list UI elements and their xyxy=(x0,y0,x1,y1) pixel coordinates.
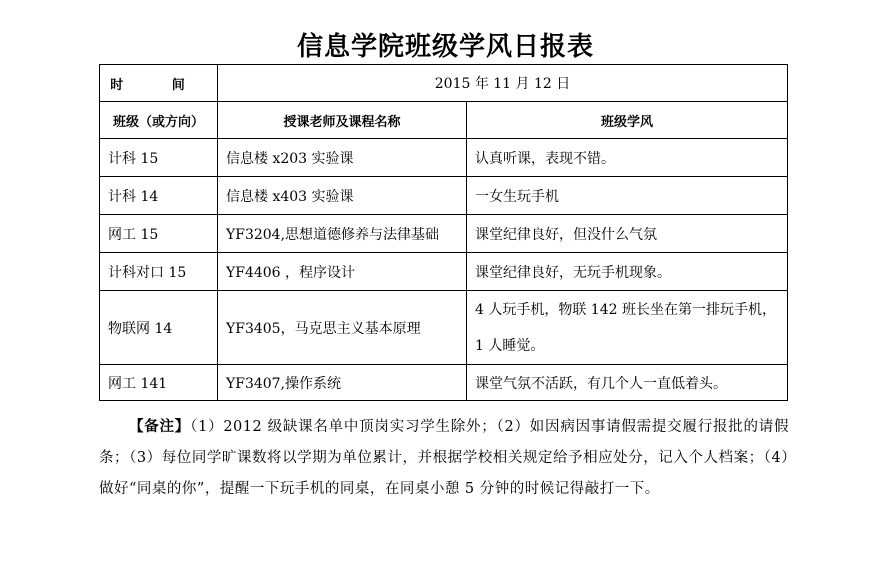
header-study-style: 班级学风 xyxy=(467,102,788,139)
header-class: 班级（或方向） xyxy=(100,102,218,139)
table-row xyxy=(100,291,788,365)
cell-class: 网工 15 xyxy=(100,215,218,253)
cell-course: YF3405，马克思主义基本原理 xyxy=(218,291,467,365)
cell-style: 认真听课，表现不错。 xyxy=(467,139,788,177)
cell-course: YF3204,思想道德修养与法律基础 xyxy=(218,215,467,253)
header-row xyxy=(100,102,788,139)
time-row xyxy=(100,65,788,102)
note-text: （1）2012 级缺课名单中顶岗实习学生除外；（2）如因病因事请假需提交履行报批的请假条；（3）每位同学旷课数将以学期为单位累计，并根据学校相关规定给予相应处分，记入个人档案；（4）做好“同桌的你”，提醒一下玩手机的同桌，在同桌小憩 5 分钟的时候记得敲打一下。 xyxy=(99,419,790,497)
table-row xyxy=(100,215,788,253)
cell-class: 网工 141 xyxy=(100,365,218,401)
table-row xyxy=(100,365,788,401)
cell-course: YF4406 ，程序设计 xyxy=(218,253,467,291)
table-row xyxy=(100,253,788,291)
cell-course: YF3407,操作系统 xyxy=(218,365,467,401)
cell-course: 信息楼 x403 实验课 xyxy=(218,177,467,215)
note-paragraph xyxy=(99,411,789,505)
cell-style: 一女生玩手机 xyxy=(467,177,788,215)
page-title: 信息学院班级学风日报表 xyxy=(296,32,594,62)
note-label: 【备注】 xyxy=(129,418,191,435)
cell-course: 信息楼 x203 实验课 xyxy=(218,139,467,177)
cell-class: 计科 15 xyxy=(100,139,218,177)
report-table xyxy=(99,64,788,401)
cell-style: 课堂纪律良好，但没什么气氛 xyxy=(467,215,788,253)
cell-class: 物联网 14 xyxy=(100,291,218,365)
header-teacher-course: 授课老师及课程名称 xyxy=(218,102,467,139)
cell-style: 课堂气氛不活跃，有几个人一直低着头。 xyxy=(467,365,788,401)
date-value: 2015 年 11 月 12 日 xyxy=(218,65,788,102)
cell-class: 计科 14 xyxy=(100,177,218,215)
time-label: 时 间 xyxy=(100,65,218,102)
cell-style: 4 人玩手机，物联 142 班长坐在第一排玩手机，1 人睡觉。 xyxy=(467,291,788,365)
cell-class: 计科对口 15 xyxy=(100,253,218,291)
cell-style: 课堂纪律良好，无玩手机现象。 xyxy=(467,253,788,291)
table-row xyxy=(100,139,788,177)
table-row xyxy=(100,177,788,215)
